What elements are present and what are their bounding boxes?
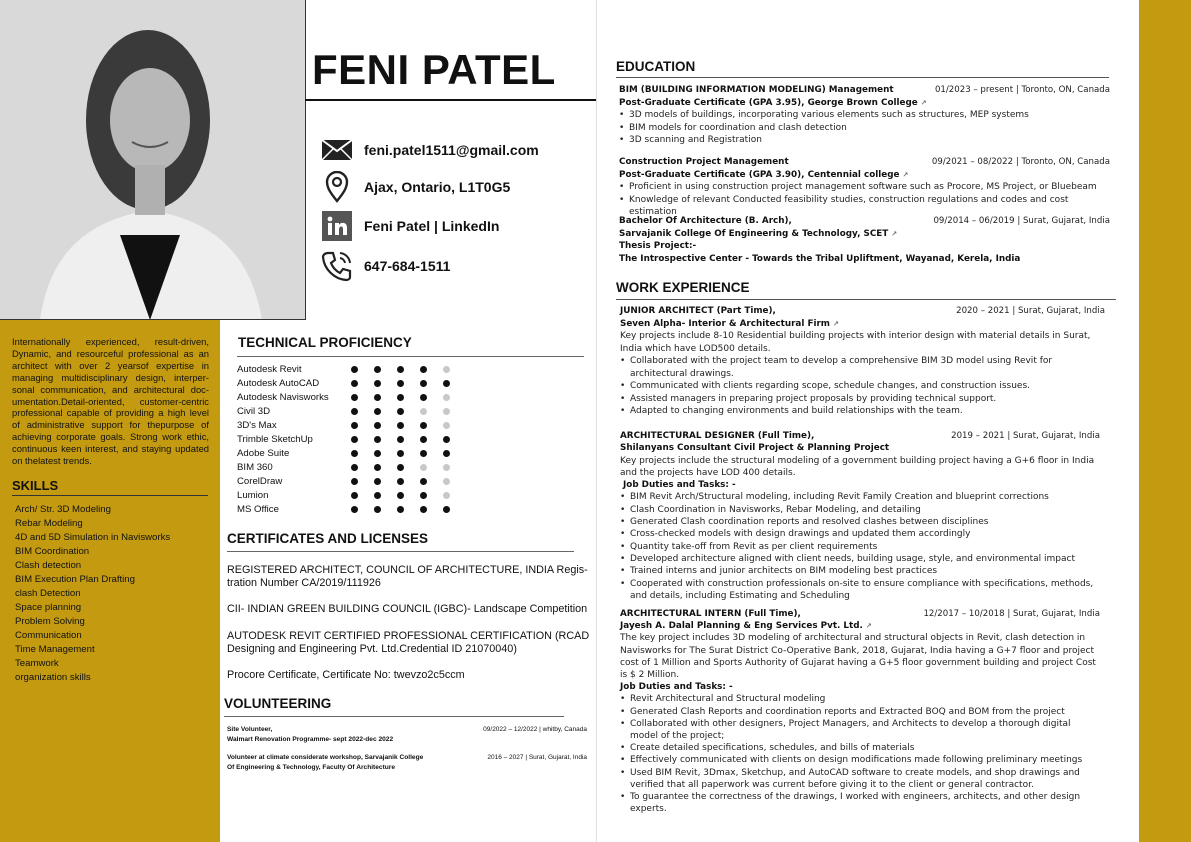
skill-item: Clash detection [15,560,82,571]
proficiency-row [237,432,467,446]
proficiency-label: Autodesk Revit [237,363,302,375]
entry-subtitle: Post-Graduate Certificate (GPA 3.90), Centennial college ↗ [619,169,909,180]
entry-title: JUNIOR ARCHITECT (Part Time), [620,306,776,316]
rating-dot-empty [443,408,450,415]
rating-dot-filled [397,464,404,471]
entry-description: Key projects include 8-10 Residential building projects with interior design with material details in Surat, India which have LOD500 details. [620,331,1091,354]
entry-description: The key project includes 3D modeling of architectural and structural objects in Revit, clash detection in Navisworks for The Surat District Co-Operative Bank, 2018, Gujarat, India having a G+7 floor and project cost of 1 Million and Sports Authority of Gujarat having a G+5 floor government building and project Cost is $ 2 Million. [620,633,1096,681]
proficiency-table [237,362,467,516]
entry-subtitle: Sarvajanik College Of Engineering & Technology, SCET ↗ [619,228,898,239]
entry-meta: 2019 – 2021 | Surat, Gujarat, India [951,431,1100,441]
volunteer-entry [227,753,587,773]
education-entry [619,215,1110,265]
bullet: • Create detailed specifications, schedules, and bills of materials [620,742,1100,754]
rating-dot-filled [351,394,358,401]
entry-subtitle: Seven Alpha- Interior & Architectural Firm ↗ [620,318,839,329]
education-entry [619,84,1110,147]
volunteer-detail: Of Engineering & Technology, Faculty Of Architecture [227,764,396,771]
rating-dot-filled [374,436,381,443]
bullet: • Assisted managers in preparing project proposals by providing technical support. [620,393,1105,406]
entry-bullets [620,693,1100,815]
work-entry [620,608,1100,815]
rating-dot-filled [420,492,427,499]
rating-dots [351,380,466,387]
certificates-rule [227,551,574,552]
bullet: • Effectively communicated with clients on design modifications made following preliminary meetings [620,754,1100,766]
certificate-item: Procore Certificate, Certificate No: twevzo2c5ccm [227,669,465,681]
rating-dot-empty [420,464,427,471]
rating-dot-filled [397,380,404,387]
skill-item: Problem Solving [15,616,85,627]
volunteering-rule [224,716,564,717]
rating-dot-filled [351,478,358,485]
proficiency-label: Civil 3D [237,405,271,417]
rating-dot-filled [420,506,427,513]
entry-title: BIM (BUILDING INFORMATION MODELING) Management [619,85,894,95]
work-entry [620,430,1100,602]
linkedin-row[interactable] [320,210,590,242]
rating-dot-filled [397,408,404,415]
skill-item: Teamwork [15,658,59,669]
rating-dot-filled [420,422,427,429]
volunteer-role: Volunteer at climate considerate workshop, Sarvajanik College [227,754,424,761]
proficiency-heading: TECHNICAL PROFICIENCY [238,335,412,350]
bullet: • Quantity take-off from Revit as per client requirements [620,541,1100,553]
bullet: • Generated Clash Reports and coordination reports and Extracted BOQ and BOM from the project [620,706,1100,718]
thesis-label: Thesis Project:- [619,241,697,251]
proficiency-label: Adobe Suite [237,447,290,459]
rating-dot-filled [397,366,404,373]
rating-dots [351,450,466,457]
entry-bullets [619,109,1110,147]
rating-dot-filled [374,478,381,485]
entry-bullets [620,355,1105,418]
rating-dot-filled [443,450,450,457]
rating-dots [351,436,466,443]
rating-dots [351,366,466,373]
duties-label: Job Duties and Tasks: - [623,480,736,491]
rating-dot-filled [351,408,358,415]
duties-label: Job Duties and Tasks: - [620,682,733,693]
rating-dot-empty [443,464,450,471]
rating-dots [351,506,466,513]
rating-dots [351,492,466,499]
rating-dot-filled [351,422,358,429]
thesis-title: The Introspective Center - Towards the Tribal Upliftment, Wayanad, Kerela, India [619,253,1021,264]
envelope-icon [320,134,354,166]
work-rule [616,299,1116,300]
rating-dot-filled [420,478,427,485]
rating-dot-filled [351,450,358,457]
rating-dots [351,464,466,471]
proficiency-row [237,390,467,404]
volunteer-entry [227,725,587,745]
proficiency-row [237,362,467,376]
rating-dot-filled [397,478,404,485]
education-rule [616,77,1109,78]
candidate-name: FENI PATEL [312,46,556,93]
rating-dot-filled [351,492,358,499]
location-text: Ajax, Ontario, L1T0G5 [364,179,511,195]
volunteer-role: Site Volunteer, [227,726,273,733]
rating-dot-empty [420,408,427,415]
proficiency-label: 3D's Max [237,419,277,431]
rating-dot-empty [443,366,450,373]
right-accent-band [1139,0,1191,842]
proficiency-row [237,376,467,390]
volunteering-heading: VOLUNTEERING [224,696,332,711]
rating-dot-filled [374,422,381,429]
proficiency-label: CorelDraw [237,475,283,487]
rating-dot-filled [374,492,381,499]
proficiency-label: MS Office [237,503,279,515]
bullet: • Collaborated with other designers, Project Managers, and Architects to develop a thorough digital model of the project; [620,718,1100,742]
skills-list [15,503,170,685]
rating-dot-filled [420,436,427,443]
certificate-item: CII- INDIAN GREEN BUILDING COUNCIL (IGBC)- Landscape Competition [227,603,588,615]
email-row[interactable] [320,134,590,166]
entry-title: Bachelor Of Architecture (B. Arch), [619,216,792,226]
phone-icon [320,250,354,282]
proficiency-label: Autodesk AutoCAD [237,377,320,389]
rating-dot-empty [443,422,450,429]
rating-dot-filled [374,506,381,513]
rating-dot-filled [351,506,358,513]
rating-dot-filled [420,380,427,387]
skills-rule [12,495,208,496]
skill-item: 4D and 5D Simulation in Navisworks [15,532,171,543]
external-link-icon[interactable]: ↗ [865,622,872,631]
profile-photo [0,0,306,320]
linkedin-icon [320,210,354,242]
rating-dots [351,394,466,401]
entry-subtitle: Shilanyans Consultant Civil Project & Planning Project [620,443,890,454]
rating-dot-filled [351,380,358,387]
rating-dot-empty [443,492,450,499]
skill-item: Arch/ Str. 3D Modeling [15,504,111,515]
name-underline [305,99,596,101]
entry-meta: 12/2017 – 10/2018 | Surat, Gujarat, India [923,609,1100,619]
proficiency-row [237,474,467,488]
rating-dot-filled [374,464,381,471]
proficiency-row [237,460,467,474]
education-heading: EDUCATION [616,59,696,74]
entry-meta: 01/2023 – present | Toronto, ON, Canada [934,85,1110,95]
rating-dots [351,478,466,485]
entry-title: ARCHITECTURAL INTERN (Full Time), [620,609,801,619]
bullet: • Developed architecture aligned with client needs, building usage, style, and environmental impact [620,553,1100,565]
rating-dot-filled [397,422,404,429]
entry-subtitle: Post-Graduate Certificate (GPA 3.95), George Brown College ↗ [619,97,927,108]
external-link-icon[interactable]: ↗ [891,229,898,238]
skill-item: BIM Coordination [15,546,90,557]
rating-dot-filled [443,506,450,513]
entry-description: Key projects include the structural modeling of a government building project having a G+6 floor in India and the projects have LOD 400 details. [620,455,1095,478]
entry-title: Construction Project Management [619,157,789,167]
proficiency-rule [237,356,584,357]
rating-dots [351,408,466,415]
rating-dot-filled [374,380,381,387]
entry-meta: 09/2014 – 06/2019 | Surat, Gujarat, India [933,216,1110,226]
bullet: • Clash Coordination in Navisworks, Rebar Modeling, and detailing [620,504,1100,516]
skill-item: clash Detection [15,588,81,599]
skills-heading: SKILLS [12,478,59,493]
bullet: • Cooperated with construction professionals on-site to ensure compliance with specifications, methods, and details, including Estimating and Scheduling [620,578,1100,603]
proficiency-label: Autodesk Navisworks [237,391,329,403]
rating-dot-filled [443,380,450,387]
entry-bullets [620,491,1100,602]
skill-item: Time Management [15,644,95,655]
bullet: • To guarantee the correctness of the drawings, I worked with engineers, architects, and other design experts. [620,791,1100,815]
proficiency-label: Lumion [237,489,269,501]
proficiency-row [237,404,467,418]
rating-dot-empty [443,394,450,401]
volunteer-detail: Walmart Renovation Programme- sept 2022-dec 2022 [227,736,394,743]
rating-dot-empty [443,478,450,485]
professional-summary: Internationally experienced, result-driven, Dynamic, and resourceful professional as an architect with over 2 yearsof expertise in managing multidisciplinary design, interper-sonal communication, and architectural doc-umentation.Detail-oriented, customer-centric professional capable of providing a high level of administrative support for thepurpose of achieving corporate goals. Strong work ethic, continuous keen interest, and staying updated on thelatest trends. [12,336,209,467]
linkedin-text[interactable]: Feni Patel | LinkedIn [364,218,500,234]
skill-item: organization skills [15,672,91,683]
proficiency-label: Trimble SketchUp [237,433,313,445]
rating-dot-filled [397,450,404,457]
bullet: • BIM Revit Arch/Structural modeling, including Revit Family Creation and blueprint corrections [620,491,1100,503]
bullet: • Revit Architectural and Structural modeling [620,693,1100,705]
certificate-item: AUTODESK REVIT CERTIFIED PROFESSIONAL CERTIFICATION (RCAD Designing and Engineering Pvt. Ltd.Credential ID 21070040) [227,630,590,655]
rating-dot-filled [397,492,404,499]
phone-row[interactable] [320,250,590,282]
entry-subtitle: Jayesh A. Dalal Planning & Eng Services Pvt. Ltd. ↗ [620,621,872,632]
bullet: • Used BIM Revit, 3Dmax, Sketchup, and AutoCAD software to create models, and shop drawings and verified that all paperwork was current before giving it to the client or general contractor. [620,767,1100,791]
work-entry [620,305,1105,418]
external-link-icon[interactable]: ↗ [920,98,927,107]
external-link-icon[interactable]: ↗ [832,319,839,328]
proficiency-row [237,446,467,460]
work-heading: WORK EXPERIENCE [616,280,750,295]
bullet: • Adapted to changing environments and build relationships with the team. [620,405,1105,418]
rating-dot-filled [397,506,404,513]
bullet: • Proficient in using construction project management software such as Procore, MS Project, or Bluebeam [619,181,1110,194]
entry-meta: 09/2021 – 08/2022 | Toronto, ON, Canada [931,157,1110,167]
proficiency-label: BIM 360 [237,461,273,473]
proficiency-row [237,502,467,516]
skill-item: BIM Execution Plan Drafting [15,574,135,585]
skill-item: Space planning [15,602,82,613]
bullet: • 3D scanning and Registration [619,134,1110,147]
email-text[interactable]: feni.patel1511@gmail.com [364,142,539,158]
rating-dot-filled [351,366,358,373]
rating-dot-filled [443,436,450,443]
rating-dot-filled [420,394,427,401]
bullet: • Trained interns and junior architects on BIM modeling best practices [620,565,1100,577]
skill-item: Rebar Modeling [15,518,83,529]
entry-bullets [619,181,1110,219]
rating-dot-filled [397,394,404,401]
entry-title: ARCHITECTURAL DESIGNER (Full Time), [620,431,815,441]
bullet: • Communicated with clients regarding scope, schedule changes, and construction issues. [620,380,1105,393]
rating-dot-filled [374,450,381,457]
skill-item: Communication [15,630,82,641]
entry-meta: 2020 – 2021 | Surat, Gujarat, India [956,306,1105,316]
proficiency-row [237,488,467,502]
certificate-item: REGISTERED ARCHITECT, COUNCIL OF ARCHITECTURE, INDIA Regis-tration Number CA/2019/111926 [227,564,588,589]
rating-dot-filled [374,366,381,373]
rating-dot-filled [420,450,427,457]
rating-dots [351,422,466,429]
education-entry [619,156,1110,219]
rating-dot-filled [397,436,404,443]
phone-text[interactable]: 647-684-1511 [364,258,451,274]
certificates-heading: CERTIFICATES AND LICENSES [227,531,429,546]
rating-dot-filled [374,394,381,401]
volunteer-meta: 09/2022 – 12/2022 | whitby, Canada [483,726,587,733]
bullet: • BIM models for coordination and clash detection [619,122,1110,135]
bullet: • 3D models of buildings, incorporating various elements such as structures, MEP systems [619,109,1110,122]
proficiency-row [237,418,467,432]
bullet: • Collaborated with the project team to develop a comprehensive BIM 3D model using Revit for architectural drawings. [620,355,1105,380]
page-divider [596,0,597,842]
volunteer-meta: 2016 – 2027 | Surat, Gujarat, India [487,754,587,761]
bullet: • Cross-checked models with design drawings and updated them accordingly [620,528,1100,540]
rating-dot-filled [420,366,427,373]
location-row [320,171,590,203]
rating-dot-filled [351,436,358,443]
bullet: • Generated Clash coordination reports and resolved clashes between disciplines [620,516,1100,528]
rating-dot-filled [374,408,381,415]
external-link-icon[interactable]: ↗ [902,170,909,179]
location-pin-icon [320,171,354,203]
rating-dot-filled [351,464,358,471]
bullet: • Knowledge of relevant Conducted feasibility studies, construction regulations and codes and cost estimation [619,194,1110,219]
